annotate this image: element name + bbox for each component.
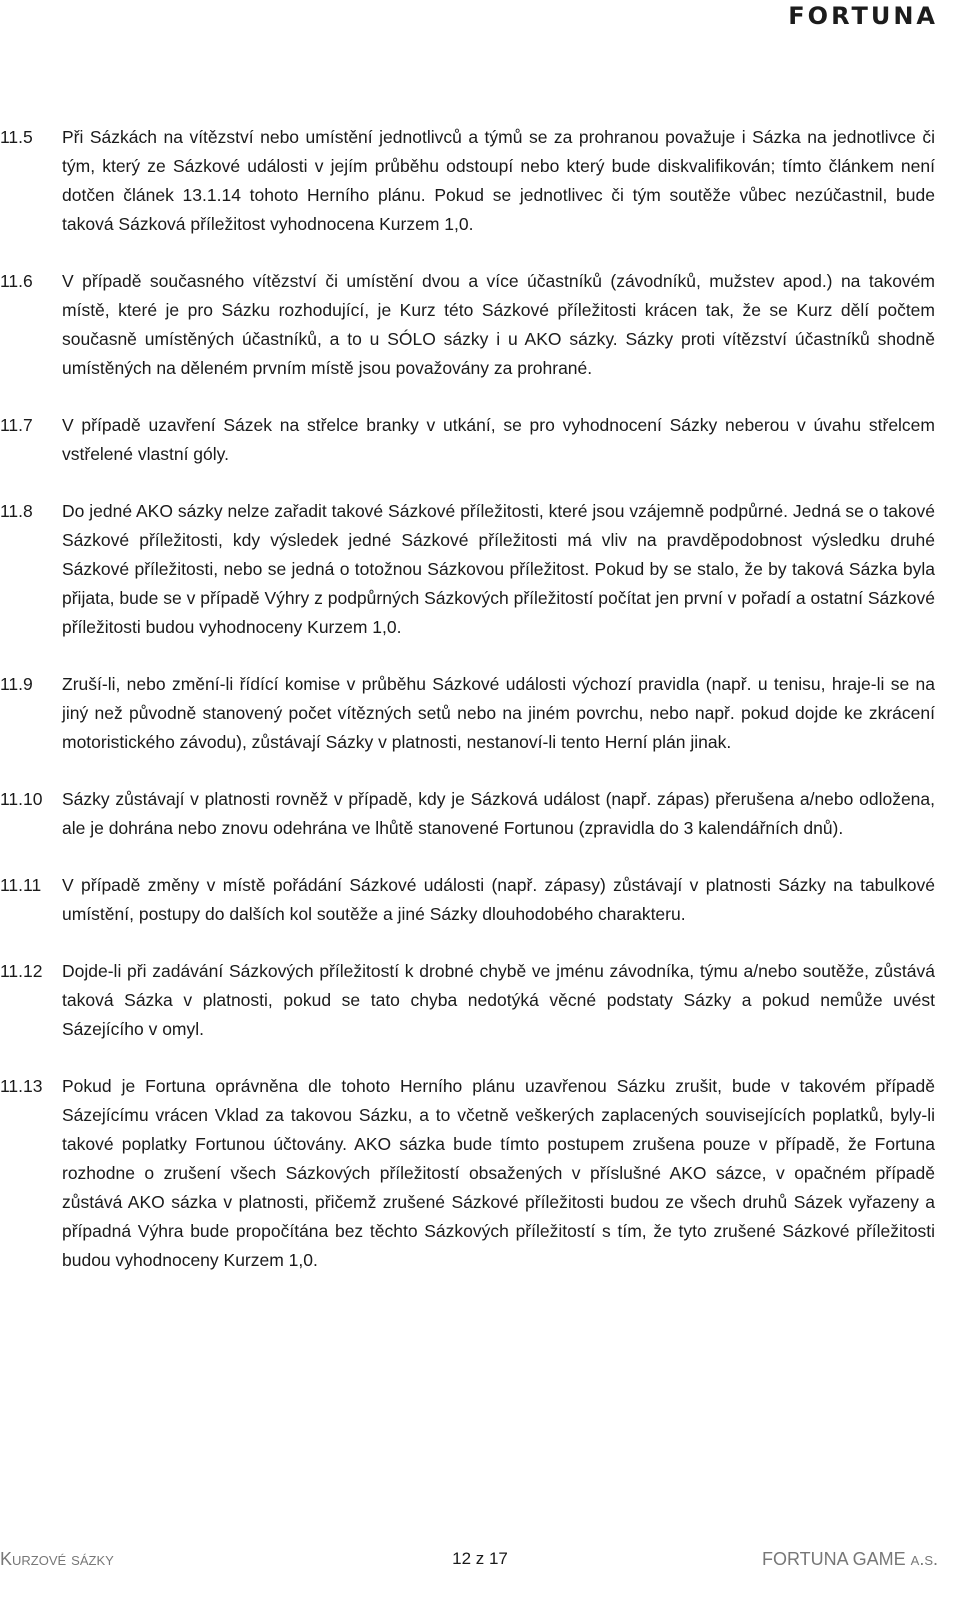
article-11-7 bbox=[0, 411, 935, 469]
article-number: 11.9 bbox=[0, 674, 33, 694]
article-11-6 bbox=[0, 267, 935, 383]
article-text: Pokud je Fortuna oprávněna dle tohoto Herního plánu uzavřenou Sázku zrušit, bude v takovém případě Sázejícímu vrácen Vklad za takovou Sázku, a to včetně veškerých zaplacených souvisejících poplatků, byly-li takové poplatky Fortunou účtovány. AKO sázka bude tímto postupem zrušena pouze v případě, že Fortuna rozhodne o zrušení všech Sázkových příležitostí obsažených v příslušné AKO sázce, v opačném případě zůstává AKO sázka v platnosti, přičemž zrušené Sázkové příležitosti budou ze všech druhů Sázek vyřazeny a případná Výhra bude propočítána bez těchto Sázkových příležitostí s tím, že tyto zrušené Sázkové příležitosti budou vyhodnoceny Kurzem 1,0. bbox=[62, 1076, 935, 1270]
article-number: 11.8 bbox=[0, 501, 33, 521]
article-11-5 bbox=[0, 123, 935, 239]
article-11-8 bbox=[0, 497, 935, 642]
article-list bbox=[0, 123, 935, 1303]
article-number: 11.5 bbox=[0, 127, 33, 147]
page-footer bbox=[0, 1547, 960, 1577]
article-11-11 bbox=[0, 871, 935, 929]
article-number: 11.10 bbox=[0, 789, 43, 809]
article-text: Při Sázkách na vítězství nebo umístění jednotlivců a týmů se za prohranou považuje i Sázka na jednotlivce či tým, který ze Sázkové události v jejím průběhu odstoupí nebo který bude diskvalifikován; tímto článkem není dotčen článek 13.1.14 tohoto Herního plánu. Pokud se jednotlivec či tým soutěže vůbec nezúčastnil, bude taková Sázková příležitost vyhodnocena Kurzem 1,0. bbox=[62, 127, 935, 234]
article-11-12 bbox=[0, 957, 935, 1044]
article-text: V případě změny v místě pořádání Sázkové události (např. zápasy) zůstávají v platnosti Sázky na tabulkové umístění, postupy do dalších kol soutěže a jiné Sázky dlouhodobého charakteru. bbox=[62, 875, 935, 924]
footer-company-name: FORTUNA GAME a.s. bbox=[761, 1549, 938, 1569]
article-number: 11.6 bbox=[0, 271, 33, 291]
article-text: Dojde-li při zadávání Sázkových příležitostí k drobné chybě ve jménu závodníka, týmu a/nebo soutěže, zůstává taková Sázka v platnosti, pokud se tato chyba nedotýká věcné podstaty Sázky a pokud nemůže uvést Sázejícího v omyl. bbox=[62, 961, 935, 1039]
article-11-9 bbox=[0, 670, 935, 757]
page-number: 12 z 17 bbox=[452, 1549, 508, 1568]
article-11-13 bbox=[0, 1072, 935, 1275]
article-number: 11.13 bbox=[0, 1076, 43, 1096]
article-11-10 bbox=[0, 785, 935, 843]
article-number: 11.7 bbox=[0, 415, 33, 435]
footer-document-title: Kurzové sázky bbox=[0, 1549, 114, 1569]
article-number: 11.12 bbox=[0, 961, 43, 981]
article-text: Zruší-li, nebo změní-li řídící komise v průběhu Sázkové události výchozí pravidla (např. u tenisu, hraje-li se na jiný než původně stanovený počet vítězných setů nebo na jiném povrchu, nebo např. pokud dojde ke zkrácení motoristického závodu), zůstávají Sázky v platnosti, nestanoví-li tento Herní plán jinak. bbox=[62, 674, 935, 752]
article-text: V případě uzavření Sázek na střelce branky v utkání, se pro vyhodnocení Sázky neberou v úvahu střelcem vstřelené vlastní góly. bbox=[62, 415, 935, 464]
article-number: 11.11 bbox=[0, 875, 42, 895]
article-text: V případě současného vítězství či umístění dvou a více účastníků (závodníků, mužstev apod.) na takovém místě, které je pro Sázku rozhodující, je Kurz této Sázkové příležitosti krácen tak, že se Kurz dělí počtem současně umístěných účastníků, a to u SÓLO sázky i u AKO sázky. Sázky proti vítězství účastníků shodně umístěných na děleném prvním místě jsou považovány za prohrané. bbox=[62, 271, 935, 378]
article-text: Do jedné AKO sázky nelze zařadit takové Sázkové příležitosti, které jsou vzájemně podpůrné. Jedná se o takové Sázkové příležitosti, kdy výsledek jedné Sázkové příležitosti má vliv na pravděpodobnost výsledku druhé Sázkové příležitosti, nebo se jedná o totožnou Sázkovou příležitost. Pokud by se stalo, že by taková Sázka byla přijata, bude se v případě Výhry z podpůrných Sázkových příležitostí počítat jen první v pořadí a ostatní Sázkové příležitosti budou vyhodnoceny Kurzem 1,0. bbox=[62, 501, 935, 637]
fortuna-logo: FORTUNA bbox=[788, 2, 938, 30]
article-text: Sázky zůstávají v platnosti rovněž v případě, kdy je Sázková událost (např. zápas) přerušena a/nebo odložena, ale je dohrána nebo znovu odehrána ve lhůtě stanovené Fortunou (zpravidla do 3 kalendářních dnů). bbox=[62, 789, 935, 838]
